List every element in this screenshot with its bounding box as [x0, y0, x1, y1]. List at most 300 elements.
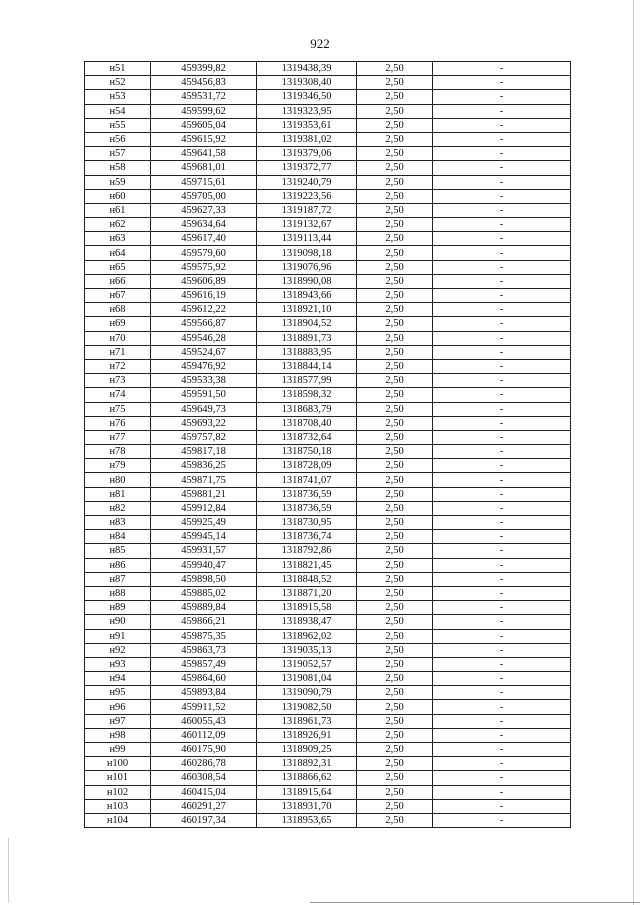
error-cell: 2,50 — [357, 601, 433, 615]
y-coordinate-cell: 1318598,32 — [257, 388, 357, 402]
table-row — [85, 501, 571, 515]
y-coordinate-cell: 1318938,47 — [257, 615, 357, 629]
y-coordinate-cell: 1318990,08 — [257, 274, 357, 288]
point-id-cell: н84 — [85, 530, 151, 544]
error-cell: 2,50 — [357, 728, 433, 742]
error-cell: 2,50 — [357, 132, 433, 146]
point-id-cell: н83 — [85, 516, 151, 530]
table-row — [85, 189, 571, 203]
x-coordinate-cell: 460308,54 — [151, 771, 257, 785]
y-coordinate-cell: 1318961,73 — [257, 714, 357, 728]
error-cell: 2,50 — [357, 785, 433, 799]
error-cell: 2,50 — [357, 757, 433, 771]
y-coordinate-cell: 1318892,31 — [257, 757, 357, 771]
point-id-cell: н61 — [85, 203, 151, 217]
point-id-cell: н60 — [85, 189, 151, 203]
x-coordinate-cell: 460415,04 — [151, 785, 257, 799]
point-id-cell: н79 — [85, 459, 151, 473]
point-id-cell: н73 — [85, 374, 151, 388]
point-id-cell: н52 — [85, 76, 151, 90]
point-id-cell: н63 — [85, 232, 151, 246]
error-cell: 2,50 — [357, 359, 433, 373]
point-id-cell: н81 — [85, 487, 151, 501]
point-id-cell: н56 — [85, 132, 151, 146]
point-id-cell: н78 — [85, 445, 151, 459]
y-coordinate-cell: 1318866,62 — [257, 771, 357, 785]
x-coordinate-cell: 459857,49 — [151, 657, 257, 671]
error-cell: 2,50 — [357, 402, 433, 416]
error-cell: 2,50 — [357, 345, 433, 359]
x-coordinate-cell: 459616,19 — [151, 289, 257, 303]
note-cell: - — [433, 303, 571, 317]
y-coordinate-cell: 1319240,79 — [257, 175, 357, 189]
x-coordinate-cell: 460286,78 — [151, 757, 257, 771]
note-cell: - — [433, 728, 571, 742]
y-coordinate-cell: 1319113,44 — [257, 232, 357, 246]
x-coordinate-cell: 459889,84 — [151, 601, 257, 615]
point-id-cell: н58 — [85, 161, 151, 175]
error-cell: 2,50 — [357, 501, 433, 515]
note-cell: - — [433, 657, 571, 671]
point-id-cell: н74 — [85, 388, 151, 402]
point-id-cell: н97 — [85, 714, 151, 728]
y-coordinate-cell: 1319052,57 — [257, 657, 357, 671]
point-id-cell: н75 — [85, 402, 151, 416]
note-cell: - — [433, 274, 571, 288]
point-id-cell: н93 — [85, 657, 151, 671]
error-cell: 2,50 — [357, 743, 433, 757]
error-cell: 2,50 — [357, 686, 433, 700]
y-coordinate-cell: 1319076,96 — [257, 260, 357, 274]
table-row — [85, 232, 571, 246]
table-row — [85, 345, 571, 359]
table-row — [85, 487, 571, 501]
table-row — [85, 374, 571, 388]
error-cell: 2,50 — [357, 246, 433, 260]
point-id-cell: н72 — [85, 359, 151, 373]
table-row — [85, 672, 571, 686]
page-number: 922 — [310, 36, 330, 51]
y-coordinate-cell: 1319132,67 — [257, 218, 357, 232]
y-coordinate-cell: 1318730,95 — [257, 516, 357, 530]
y-coordinate-cell: 1318577,99 — [257, 374, 357, 388]
table-row — [85, 530, 571, 544]
point-id-cell: н98 — [85, 728, 151, 742]
point-id-cell: н88 — [85, 586, 151, 600]
error-cell: 2,50 — [357, 799, 433, 813]
x-coordinate-cell: 459881,21 — [151, 487, 257, 501]
y-coordinate-cell: 1319081,04 — [257, 672, 357, 686]
table-row — [85, 544, 571, 558]
note-cell: - — [433, 586, 571, 600]
error-cell: 2,50 — [357, 317, 433, 331]
x-coordinate-cell: 459866,21 — [151, 615, 257, 629]
note-cell: - — [433, 558, 571, 572]
y-coordinate-cell: 1318741,07 — [257, 473, 357, 487]
table-row — [85, 813, 571, 827]
y-coordinate-cell: 1319223,56 — [257, 189, 357, 203]
point-id-cell: н67 — [85, 289, 151, 303]
table-row — [85, 118, 571, 132]
x-coordinate-cell: 459693,22 — [151, 416, 257, 430]
table-row — [85, 643, 571, 657]
table-row — [85, 161, 571, 175]
table-row — [85, 203, 571, 217]
note-cell: - — [433, 132, 571, 146]
note-cell: - — [433, 246, 571, 260]
table-row — [85, 771, 571, 785]
table-row — [85, 743, 571, 757]
x-coordinate-cell: 459612,22 — [151, 303, 257, 317]
error-cell: 2,50 — [357, 203, 433, 217]
error-cell: 2,50 — [357, 388, 433, 402]
note-cell: - — [433, 118, 571, 132]
error-cell: 2,50 — [357, 189, 433, 203]
x-coordinate-cell: 459591,50 — [151, 388, 257, 402]
x-coordinate-cell: 459615,92 — [151, 132, 257, 146]
y-coordinate-cell: 1319308,40 — [257, 76, 357, 90]
note-cell: - — [433, 147, 571, 161]
error-cell: 2,50 — [357, 530, 433, 544]
point-id-cell: н51 — [85, 62, 151, 76]
note-cell: - — [433, 175, 571, 189]
x-coordinate-cell: 459605,04 — [151, 118, 257, 132]
note-cell: - — [433, 672, 571, 686]
error-cell: 2,50 — [357, 175, 433, 189]
table-row — [85, 728, 571, 742]
note-cell: - — [433, 189, 571, 203]
x-coordinate-cell: 459641,58 — [151, 147, 257, 161]
note-cell: - — [433, 813, 571, 827]
error-cell: 2,50 — [357, 473, 433, 487]
error-cell: 2,50 — [357, 714, 433, 728]
point-id-cell: н76 — [85, 416, 151, 430]
error-cell: 2,50 — [357, 586, 433, 600]
error-cell: 2,50 — [357, 232, 433, 246]
x-coordinate-cell: 459476,92 — [151, 359, 257, 373]
table-row — [85, 586, 571, 600]
note-cell: - — [433, 743, 571, 757]
x-coordinate-cell: 459649,73 — [151, 402, 257, 416]
y-coordinate-cell: 1319098,18 — [257, 246, 357, 260]
table-row — [85, 246, 571, 260]
error-cell: 2,50 — [357, 303, 433, 317]
point-id-cell: н62 — [85, 218, 151, 232]
error-cell: 2,50 — [357, 629, 433, 643]
point-id-cell: н100 — [85, 757, 151, 771]
y-coordinate-cell: 1318683,79 — [257, 402, 357, 416]
x-coordinate-cell: 459817,18 — [151, 445, 257, 459]
y-coordinate-cell: 1319323,95 — [257, 104, 357, 118]
table-row — [85, 757, 571, 771]
error-cell: 2,50 — [357, 615, 433, 629]
y-coordinate-cell: 1318891,73 — [257, 331, 357, 345]
table-row — [85, 260, 571, 274]
y-coordinate-cell: 1318844,14 — [257, 359, 357, 373]
table-row — [85, 473, 571, 487]
error-cell: 2,50 — [357, 76, 433, 90]
x-coordinate-cell: 459681,01 — [151, 161, 257, 175]
table-row — [85, 558, 571, 572]
x-coordinate-cell: 459456,83 — [151, 76, 257, 90]
point-id-cell: н102 — [85, 785, 151, 799]
table-row — [85, 714, 571, 728]
x-coordinate-cell: 459898,50 — [151, 572, 257, 586]
y-coordinate-cell: 1318915,64 — [257, 785, 357, 799]
note-cell: - — [433, 572, 571, 586]
error-cell: 2,50 — [357, 516, 433, 530]
error-cell: 2,50 — [357, 643, 433, 657]
point-id-cell: н53 — [85, 90, 151, 104]
point-id-cell: н54 — [85, 104, 151, 118]
note-cell: - — [433, 90, 571, 104]
note-cell: - — [433, 345, 571, 359]
x-coordinate-cell: 460197,34 — [151, 813, 257, 827]
y-coordinate-cell: 1319090,79 — [257, 686, 357, 700]
error-cell: 2,50 — [357, 558, 433, 572]
note-cell: - — [433, 374, 571, 388]
note-cell: - — [433, 785, 571, 799]
table-row — [85, 62, 571, 76]
table-row — [85, 686, 571, 700]
point-id-cell: н80 — [85, 473, 151, 487]
point-id-cell: н92 — [85, 643, 151, 657]
point-id-cell: н64 — [85, 246, 151, 260]
y-coordinate-cell: 1318915,58 — [257, 601, 357, 615]
coordinates-table — [84, 61, 571, 828]
error-cell: 2,50 — [357, 657, 433, 671]
error-cell: 2,50 — [357, 771, 433, 785]
error-cell: 2,50 — [357, 104, 433, 118]
note-cell: - — [433, 203, 571, 217]
error-cell: 2,50 — [357, 459, 433, 473]
x-coordinate-cell: 459757,82 — [151, 430, 257, 444]
x-coordinate-cell: 459533,38 — [151, 374, 257, 388]
note-cell: - — [433, 501, 571, 515]
note-cell: - — [433, 104, 571, 118]
y-coordinate-cell: 1318926,91 — [257, 728, 357, 742]
x-coordinate-cell: 459715,61 — [151, 175, 257, 189]
table-row — [85, 274, 571, 288]
y-coordinate-cell: 1318792,86 — [257, 544, 357, 558]
point-id-cell: н68 — [85, 303, 151, 317]
note-cell: - — [433, 416, 571, 430]
table-row — [85, 629, 571, 643]
y-coordinate-cell: 1318848,52 — [257, 572, 357, 586]
error-cell: 2,50 — [357, 813, 433, 827]
y-coordinate-cell: 1318904,52 — [257, 317, 357, 331]
error-cell: 2,50 — [357, 374, 433, 388]
y-coordinate-cell: 1319353,61 — [257, 118, 357, 132]
note-cell: - — [433, 686, 571, 700]
note-cell: - — [433, 76, 571, 90]
x-coordinate-cell: 460055,43 — [151, 714, 257, 728]
point-id-cell: н87 — [85, 572, 151, 586]
error-cell: 2,50 — [357, 700, 433, 714]
error-cell: 2,50 — [357, 274, 433, 288]
note-cell: - — [433, 402, 571, 416]
error-cell: 2,50 — [357, 487, 433, 501]
x-coordinate-cell: 459627,33 — [151, 203, 257, 217]
error-cell: 2,50 — [357, 118, 433, 132]
error-cell: 2,50 — [357, 260, 433, 274]
coordinates-table-body — [85, 62, 571, 828]
y-coordinate-cell: 1318871,20 — [257, 586, 357, 600]
x-coordinate-cell: 459875,35 — [151, 629, 257, 643]
table-row — [85, 90, 571, 104]
table-row — [85, 147, 571, 161]
table-row — [85, 303, 571, 317]
note-cell: - — [433, 714, 571, 728]
table-row — [85, 359, 571, 373]
note-cell: - — [433, 62, 571, 76]
point-id-cell: н99 — [85, 743, 151, 757]
table-row — [85, 218, 571, 232]
point-id-cell: н57 — [85, 147, 151, 161]
note-cell: - — [433, 317, 571, 331]
y-coordinate-cell: 1318962,02 — [257, 629, 357, 643]
scan-edge-bottom — [310, 902, 640, 903]
x-coordinate-cell: 459546,28 — [151, 331, 257, 345]
y-coordinate-cell: 1318921,10 — [257, 303, 357, 317]
table-row — [85, 317, 571, 331]
scan-edge-right — [633, 0, 634, 905]
point-id-cell: н86 — [85, 558, 151, 572]
note-cell: - — [433, 232, 571, 246]
x-coordinate-cell: 459885,02 — [151, 586, 257, 600]
x-coordinate-cell: 460291,27 — [151, 799, 257, 813]
table-row — [85, 445, 571, 459]
note-cell: - — [433, 388, 571, 402]
x-coordinate-cell: 459566,87 — [151, 317, 257, 331]
note-cell: - — [433, 615, 571, 629]
y-coordinate-cell: 1318931,70 — [257, 799, 357, 813]
x-coordinate-cell: 460112,09 — [151, 728, 257, 742]
point-id-cell: н89 — [85, 601, 151, 615]
y-coordinate-cell: 1318883,95 — [257, 345, 357, 359]
point-id-cell: н101 — [85, 771, 151, 785]
x-coordinate-cell: 459531,72 — [151, 90, 257, 104]
y-coordinate-cell: 1319438,39 — [257, 62, 357, 76]
y-coordinate-cell: 1319035,13 — [257, 643, 357, 657]
table-row — [85, 402, 571, 416]
point-id-cell: н69 — [85, 317, 151, 331]
x-coordinate-cell: 459893,84 — [151, 686, 257, 700]
table-row — [85, 700, 571, 714]
note-cell: - — [433, 459, 571, 473]
x-coordinate-cell: 459945,14 — [151, 530, 257, 544]
y-coordinate-cell: 1319381,02 — [257, 132, 357, 146]
y-coordinate-cell: 1318821,45 — [257, 558, 357, 572]
x-coordinate-cell: 459617,40 — [151, 232, 257, 246]
table-row — [85, 572, 571, 586]
y-coordinate-cell: 1319372,77 — [257, 161, 357, 175]
point-id-cell: н91 — [85, 629, 151, 643]
point-id-cell: н90 — [85, 615, 151, 629]
point-id-cell: н82 — [85, 501, 151, 515]
x-coordinate-cell: 459399,82 — [151, 62, 257, 76]
table-row — [85, 388, 571, 402]
table-row — [85, 459, 571, 473]
x-coordinate-cell: 459911,52 — [151, 700, 257, 714]
error-cell: 2,50 — [357, 544, 433, 558]
point-id-cell: н59 — [85, 175, 151, 189]
point-id-cell: н104 — [85, 813, 151, 827]
point-id-cell: н65 — [85, 260, 151, 274]
note-cell: - — [433, 473, 571, 487]
table-row — [85, 416, 571, 430]
table-row — [85, 132, 571, 146]
y-coordinate-cell: 1318728,09 — [257, 459, 357, 473]
x-coordinate-cell: 460175,90 — [151, 743, 257, 757]
y-coordinate-cell: 1318953,65 — [257, 813, 357, 827]
note-cell: - — [433, 430, 571, 444]
y-coordinate-cell: 1318736,74 — [257, 530, 357, 544]
y-coordinate-cell: 1318732,64 — [257, 430, 357, 444]
note-cell: - — [433, 771, 571, 785]
point-id-cell: н70 — [85, 331, 151, 345]
note-cell: - — [433, 516, 571, 530]
x-coordinate-cell: 459863,73 — [151, 643, 257, 657]
note-cell: - — [433, 601, 571, 615]
y-coordinate-cell: 1318909,25 — [257, 743, 357, 757]
point-id-cell: н95 — [85, 686, 151, 700]
y-coordinate-cell: 1319346,50 — [257, 90, 357, 104]
table-row — [85, 331, 571, 345]
error-cell: 2,50 — [357, 90, 433, 104]
note-cell: - — [433, 487, 571, 501]
error-cell: 2,50 — [357, 289, 433, 303]
point-id-cell: н77 — [85, 430, 151, 444]
y-coordinate-cell: 1319187,72 — [257, 203, 357, 217]
note-cell: - — [433, 629, 571, 643]
x-coordinate-cell: 459599,62 — [151, 104, 257, 118]
note-cell: - — [433, 289, 571, 303]
x-coordinate-cell: 459940,47 — [151, 558, 257, 572]
note-cell: - — [433, 799, 571, 813]
error-cell: 2,50 — [357, 147, 433, 161]
error-cell: 2,50 — [357, 62, 433, 76]
point-id-cell: н96 — [85, 700, 151, 714]
x-coordinate-cell: 459524,67 — [151, 345, 257, 359]
note-cell: - — [433, 530, 571, 544]
note-cell: - — [433, 700, 571, 714]
x-coordinate-cell: 459634,64 — [151, 218, 257, 232]
note-cell: - — [433, 161, 571, 175]
table-row — [85, 785, 571, 799]
note-cell: - — [433, 331, 571, 345]
note-cell: - — [433, 445, 571, 459]
x-coordinate-cell: 459871,75 — [151, 473, 257, 487]
y-coordinate-cell: 1318736,59 — [257, 501, 357, 515]
y-coordinate-cell: 1319379,06 — [257, 147, 357, 161]
note-cell: - — [433, 757, 571, 771]
y-coordinate-cell: 1318750,18 — [257, 445, 357, 459]
note-cell: - — [433, 359, 571, 373]
x-coordinate-cell: 459931,57 — [151, 544, 257, 558]
x-coordinate-cell: 459705,00 — [151, 189, 257, 203]
error-cell: 2,50 — [357, 445, 433, 459]
table-row — [85, 516, 571, 530]
x-coordinate-cell: 459864,60 — [151, 672, 257, 686]
note-cell: - — [433, 260, 571, 274]
x-coordinate-cell: 459606,89 — [151, 274, 257, 288]
table-row — [85, 430, 571, 444]
x-coordinate-cell: 459925,49 — [151, 516, 257, 530]
table-row — [85, 615, 571, 629]
table-row — [85, 104, 571, 118]
scan-edge-left — [8, 838, 9, 903]
